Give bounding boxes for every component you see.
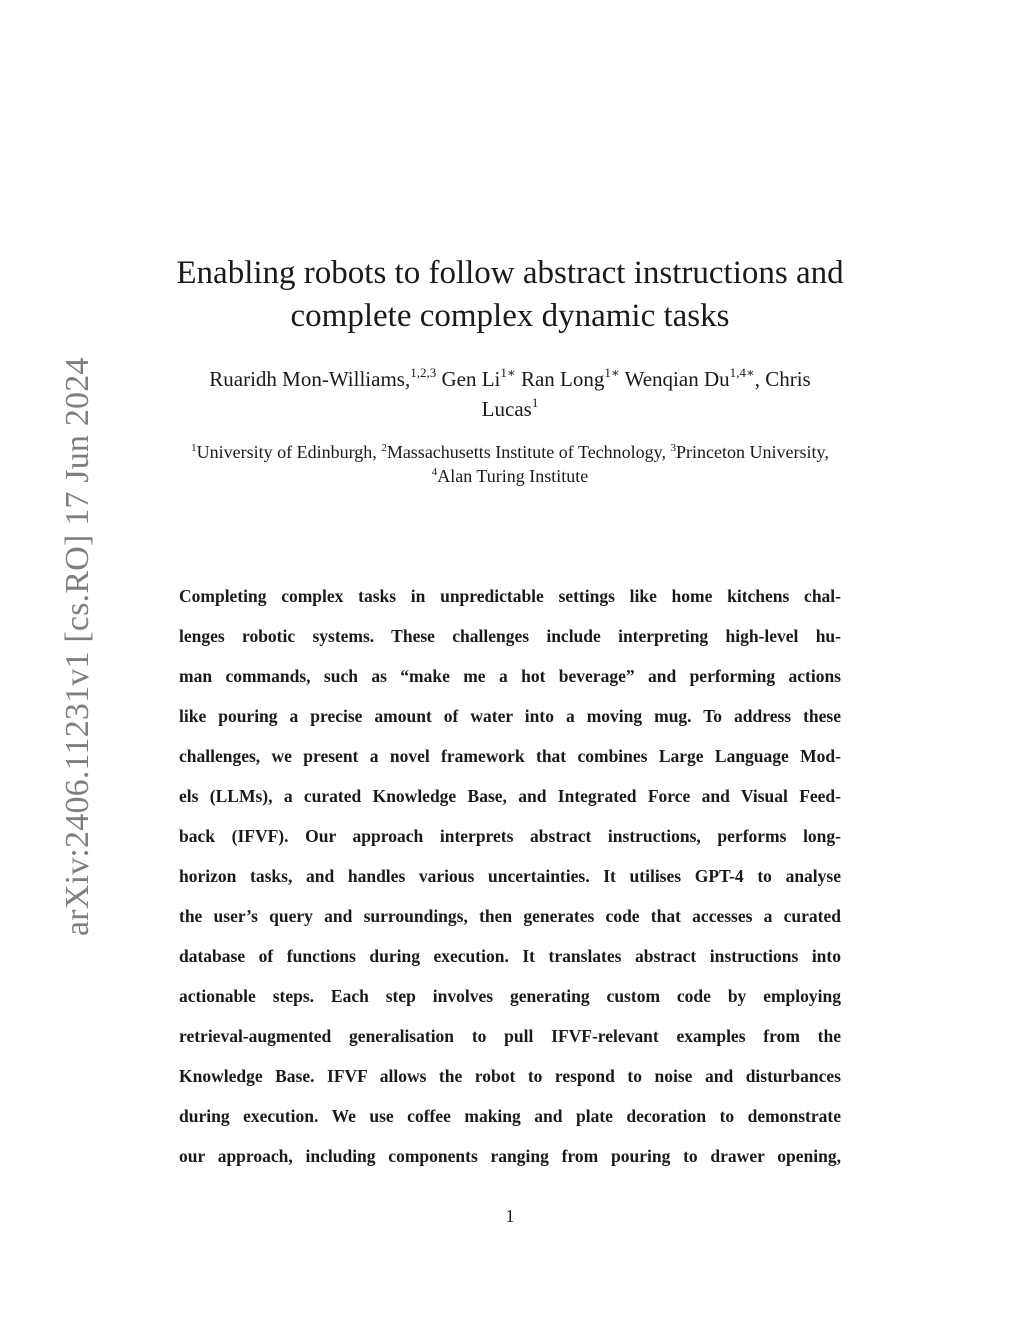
abstract-line: Knowledge Base. IFVF allows the robot to respond to noise and disturbances (179, 1066, 841, 1086)
author-list (140, 364, 880, 424)
affiliation-4: Alan Turing Institute (437, 466, 589, 486)
affiliation-3: Princeton University, (676, 442, 829, 462)
abstract (179, 576, 841, 1176)
abstract-line: retrieval-augmented generalisation to pull IFVF-relevant examples from the (179, 1026, 841, 1046)
affiliation-2: Massachusetts Institute of Technology, (386, 442, 671, 462)
abstract-line: our approach, including components ranging from pouring to drawer opening, (179, 1146, 841, 1166)
author-affiliation-mark-5: 1 (531, 395, 539, 410)
affiliation-list (135, 440, 885, 488)
abstract-line: horizon tasks, and handles various uncertainties. It utilises GPT-4 to analyse (179, 866, 841, 886)
author-line-1 (140, 364, 880, 394)
affiliation-line-1 (135, 440, 885, 464)
title-line-1: Enabling robots to follow abstract instructions and (176, 255, 844, 291)
abstract-line: during execution. We use coffee making and plate decoration to demonstrate (179, 1106, 841, 1126)
abstract-line: Completing complex tasks in unpredictable settings like home kitchens chal- (179, 586, 841, 606)
author-name-4: Wenqian Du (619, 367, 730, 391)
affiliation-mark-1: 1 (191, 442, 197, 454)
affiliation-mark-3: 3 (670, 442, 677, 454)
abstract-line: lenges robotic systems. These challenges include interpreting high-level hu- (179, 626, 841, 646)
page-number: 1 (505, 1206, 515, 1226)
author-line-2 (140, 394, 880, 424)
author-name-5: , Chris (754, 367, 811, 391)
author-name-2: Gen Li (436, 367, 501, 391)
abstract-line: els (LLMs), a curated Knowledge Base, and Integrated Force and Visual Feed- (179, 786, 841, 806)
abstract-line: like pouring a precise amount of water into a moving mug. To address these (179, 706, 841, 726)
abstract-line: man commands, such as “make me a hot beverage” and performing actions (179, 666, 841, 686)
affiliation-mark-2: 2 (381, 442, 387, 454)
abstract-line: back (IFVF). Our approach interprets abstract instructions, performs long- (179, 826, 841, 846)
abstract-line: challenges, we present a novel framework that combines Large Language Mod- (179, 746, 841, 766)
arxiv-identifier-text: arXiv:2406.11231v1 [cs.RO] 17 Jun 2024 (59, 357, 96, 936)
affiliation-1: University of Edinburgh, (196, 442, 382, 462)
title-line-2: complete complex dynamic tasks (290, 298, 730, 334)
abstract-line: actionable steps. Each step involves generating custom code by employing (179, 986, 841, 1006)
affiliation-mark-4: 4 (431, 466, 438, 478)
author-name-3: Ran Long (515, 367, 605, 391)
author-name-1: Ruaridh Mon-Williams, (209, 367, 411, 391)
arxiv-identifier-stamp (10, 357, 96, 938)
author-name-5-continued: Lucas (481, 397, 532, 421)
abstract-line: the user’s query and surroundings, then generates code that accesses a curated (179, 906, 841, 926)
abstract-line: database of functions during execution. It translates abstract instructions into (179, 946, 841, 966)
author-affiliation-mark-1: 1,2,3 (410, 365, 437, 380)
author-affiliation-mark-2: 1∗ (500, 365, 516, 380)
paper-title (130, 252, 890, 338)
author-affiliation-mark-3: 1∗ (604, 365, 620, 380)
author-affiliation-mark-4: 1,4∗ (729, 365, 755, 380)
affiliation-line-2 (135, 464, 885, 488)
